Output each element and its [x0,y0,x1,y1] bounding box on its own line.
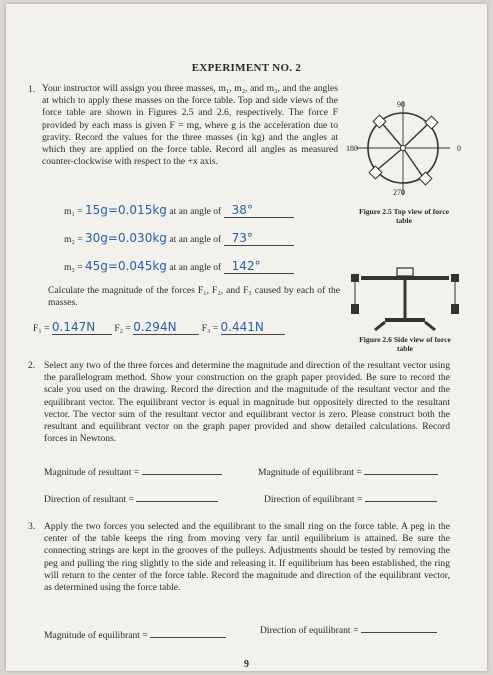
experiment-title: EXPERIMENT NO. 2 [191,62,302,74]
mass-row-2 [64,231,294,246]
m1-angle-blank [224,203,294,218]
m1-value: 15g=0.015kg [85,203,167,217]
fig25-label-180: 180 [346,144,358,153]
forces-row [33,320,285,335]
m2-angle-text: at an angle of [169,234,222,245]
f1-label: F₁ = [33,323,50,334]
q1-calc-text: Calculate the magnitude of the forces F₁, F₂, and F₃ caused by each of the masses. [48,285,340,309]
f1-value: 0.147N [51,320,96,334]
m2-label: m₂ = [64,234,83,245]
m1-angle: 38° [231,203,253,217]
f1-blank [52,320,112,335]
f3-value: 0.441N [220,320,264,334]
m3-label: m₃ = [64,262,83,273]
q3-mag-equilibrant-label: Magnitude of equilibrant = [44,630,148,641]
q2-dir-resultant-blank [136,501,218,502]
q2-mag-resultant-label: Magnitude of resultant = [44,467,140,478]
q2-dir-resultant-label: Direction of resultant = [44,494,134,505]
q1-number: 1. [28,84,36,95]
q2-dir-resultant-row [44,494,218,505]
force-table-top-view [343,98,463,200]
q3-dir-equilibrant-row [260,625,437,636]
m2-angle: 73° [231,231,253,245]
q3-text: Apply the two forces you selected and the equilibrant to the small ring on the force table. A peg in the center of the table keeps the ring from moving very far until equilibrium is attained. Be sure the connecting strings are kept in the grooves of the pulleys. Adjustments should be tested by removing the peg and pulling the ring slightly to the side and releasing it. If equilibrium has been established, the ring will return to the center of the force table. Record the magnitude and direction of the equilibrant vector, as determined using the force table. [44,521,450,594]
force-table-side-view [345,266,465,332]
fig26-caption: Figure 2.6 Side view of force table [359,335,451,353]
q2-mag-equilibrant-label: Magnitude of equilibrant = [258,467,362,478]
q2-mag-equilibrant-blank [364,474,438,475]
m1-angle-text: at an angle of [169,206,222,217]
m1-label: m₁ = [64,206,83,217]
m2-value: 30g=0.030kg [85,231,167,245]
q2-number: 2. [28,360,36,371]
document-page [6,4,487,671]
q2-mag-equilibrant-row [258,467,438,478]
q1-text: Your instructor will assign you three masses, m₁, m₂, and m₃, and the angles at which to apply these masses on the force table. Top and side views of the force table are shown in Figures 2.5 and 2.6, respectively. The force F provided by each mass is given F = mg, where g is the acceleration due to gravity. Record the values for the three masses (in kg) and the angles at which they are applied on the force table. Record all angles as measured counter-clockwise with respect to the +x axis. [42,83,338,168]
fig25-label-0: 0 [457,144,461,153]
f3-blank [221,320,285,335]
m3-angle-text: at an angle of [169,262,222,273]
fig25-label-90: 90 [397,100,405,109]
q3-number: 3. [28,521,36,532]
m3-angle: 142° [231,259,261,273]
mass-row-1 [64,203,294,218]
fig25-caption: Figure 2.5 Top view of force table [359,207,449,225]
q3-mag-equilibrant-blank [150,637,226,638]
q3-dir-equilibrant-blank [361,632,437,633]
f2-blank [133,320,199,335]
f3-label: F₃ = [201,323,219,334]
q3-mag-equilibrant-row [44,630,226,641]
m3-value: 45g=0.045kg [85,259,167,273]
q2-mag-resultant-row [44,467,222,478]
f2-value: 0.294N [133,320,177,334]
m2-angle-blank [224,231,294,246]
q2-dir-equilibrant-label: Direction of equilibrant = [264,494,363,505]
fig25-label-270: 270 [393,188,405,197]
page-number: 9 [244,659,249,670]
q3-dir-equilibrant-label: Direction of equilibrant = [260,625,359,636]
f2-label: F₂ = [114,323,131,334]
m3-angle-blank [224,259,294,274]
q2-dir-equilibrant-row [264,494,437,505]
q2-mag-resultant-blank [142,474,222,475]
q2-text: Select any two of the three forces and determine the magnitude and direction of the resultant vector using the parallelogram method. Show your construction on the graph paper provided. Be sure to record the scale you used on the drawing. Record the direction and the magnitude of the resultant vector and the equilibrant vector. The equilibrant vector is equal in magnitude but oppositely directed to the resultant vector. The vector sum of the resultant vector and equilibrant vector is zero. Please construct both the resultant and equilibrant vector on the graph paper provided and show detailed calculations. Record forces in Newtons. [44,360,450,445]
mass-row-3 [64,259,294,274]
q2-dir-equilibrant-blank [365,501,437,502]
